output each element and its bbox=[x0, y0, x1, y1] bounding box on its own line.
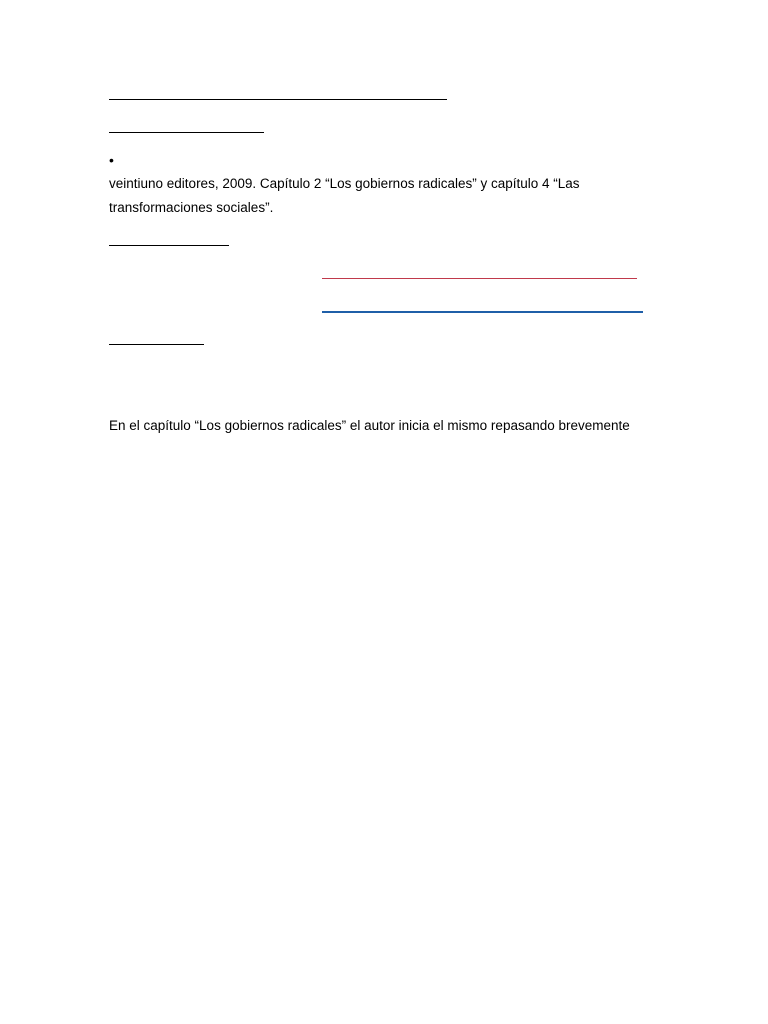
hyperlink-underline-blue[interactable] bbox=[322, 311, 643, 313]
reference-text-line-2: transformaciones sociales”. bbox=[109, 200, 274, 215]
list-bullet: • bbox=[109, 152, 114, 168]
body-paragraph-line: En el capítulo “Los gobiernos radicales” el autor inicia el mismo repasando brevemente bbox=[109, 418, 630, 433]
reference-text-line-1: veintiuno editores, 2009. Capítulo 2 “Los gobiernos radicales” y capítulo 4 “Las bbox=[109, 176, 580, 191]
redacted-subsection-underline bbox=[109, 344, 204, 345]
redacted-heading-underline bbox=[109, 132, 264, 133]
hyperlink-underline-red[interactable] bbox=[322, 278, 637, 279]
redacted-section-underline bbox=[109, 245, 229, 246]
redacted-title-underline bbox=[109, 99, 447, 100]
